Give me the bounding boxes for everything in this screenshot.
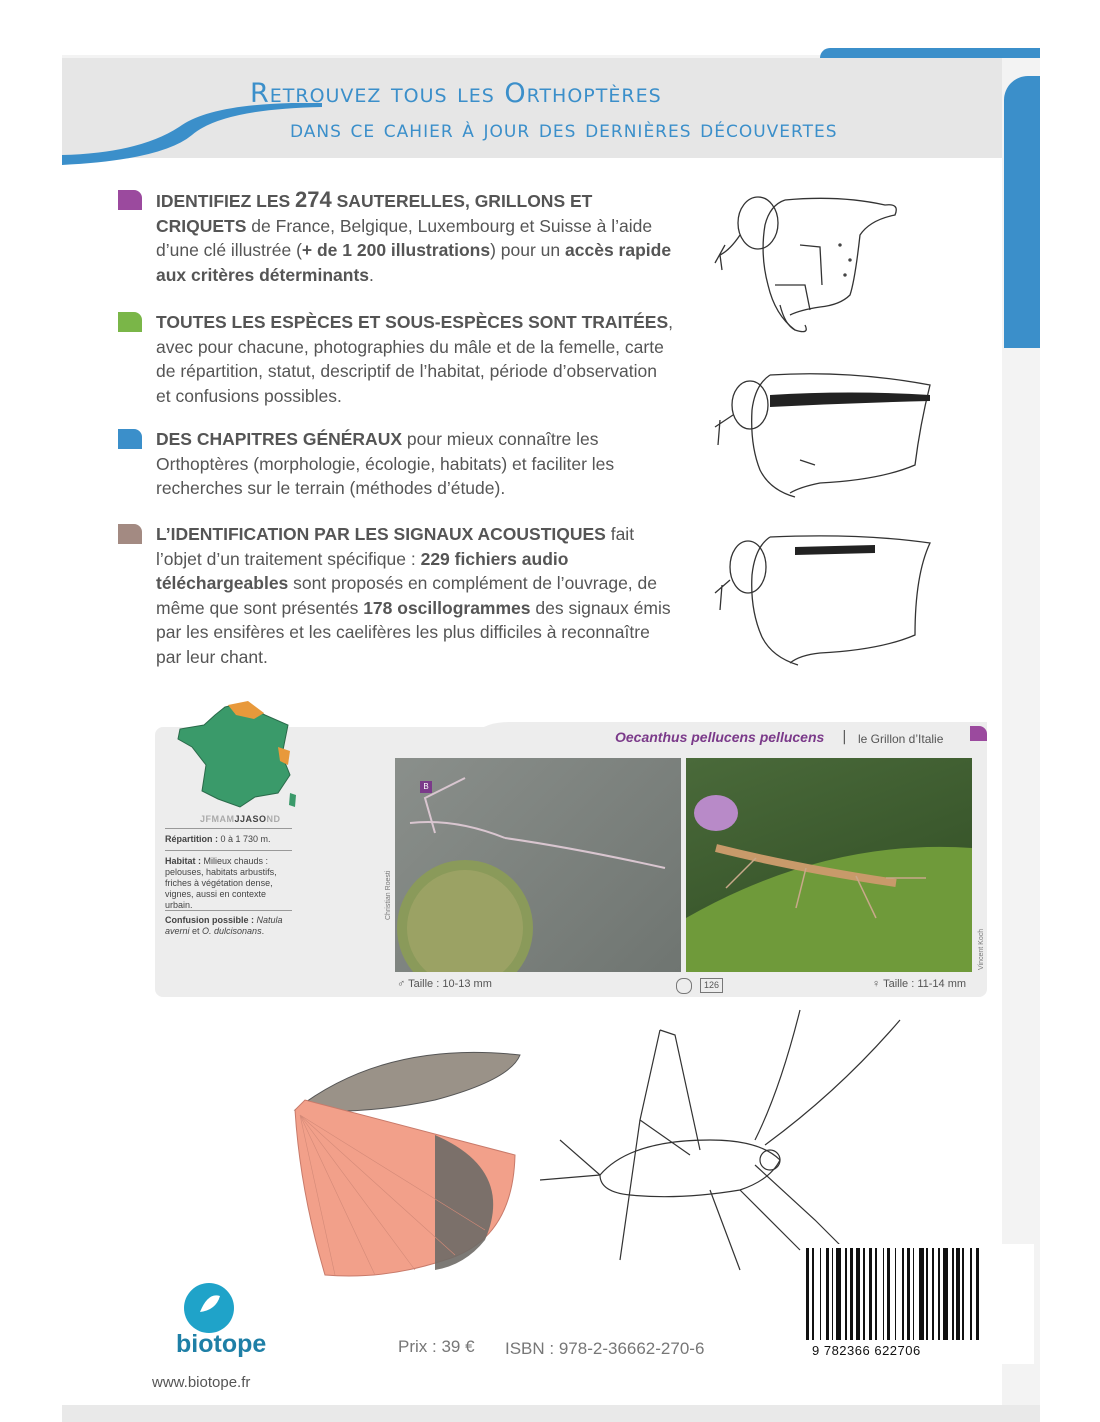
bold-text: 229 fichiers audio téléchargeables xyxy=(156,548,569,593)
bold-text: accès rapide aux critères déterminants xyxy=(156,240,672,285)
audio-icon xyxy=(676,978,692,994)
barcode-bar xyxy=(907,1248,910,1340)
bullet-marker xyxy=(118,190,142,210)
feature-paragraph xyxy=(156,310,676,408)
habitat-value: Milieux chauds : pelouses, habitats arbustifs, friches à végétation dense, vignes, aussi en contexte urbain. xyxy=(165,856,277,910)
barcode-bar xyxy=(826,1248,829,1340)
blue-side-tab xyxy=(1004,76,1040,348)
feature-paragraph xyxy=(156,427,676,501)
barcode-bar xyxy=(806,1248,809,1340)
months-inactive-2: ND xyxy=(266,814,281,824)
barcode-bar xyxy=(887,1248,890,1340)
bold-text: TOUTES LES ESPÈCES ET SOUS-ESPÈCES SONT TRAITÉES xyxy=(156,312,669,332)
barcode-bar xyxy=(976,1248,979,1340)
head-drawing-1 xyxy=(700,185,910,345)
text: des signaux émis par les ensifères et les caelifères les plus difficiles à reconnaître par leur chant. xyxy=(156,597,671,667)
barcode-bar xyxy=(932,1248,934,1340)
bold-text: DES CHAPITRES GÉNÉRAUX xyxy=(156,429,403,449)
barcode-bar xyxy=(913,1248,915,1340)
barcode-bar xyxy=(919,1248,924,1340)
barcode-bar xyxy=(845,1248,847,1340)
barcode-bar xyxy=(952,1248,954,1340)
bullet-marker xyxy=(118,312,142,332)
female-size: ♀ Taille : 11-14 mm xyxy=(872,978,967,990)
barcode xyxy=(806,1248,1028,1344)
male-size: ♂ Taille : 10-13 mm xyxy=(397,978,492,990)
confusion-label: Confusion possible : xyxy=(165,915,254,925)
text: sont proposés en complément de l’ouvrage, de même que sont présentés xyxy=(156,573,657,618)
head-drawing-2 xyxy=(700,365,940,505)
bottom-bar xyxy=(62,1405,1040,1422)
barcode-bar xyxy=(883,1248,885,1340)
bold-text: + de 1 200 illustrations xyxy=(301,240,491,260)
confusion-and: et xyxy=(189,926,203,936)
species-color-tab xyxy=(970,726,987,741)
female-photo xyxy=(686,758,972,972)
confusion-info xyxy=(165,915,293,937)
species-common-name: le Grillon d’Italie xyxy=(858,732,944,746)
barcode-bar xyxy=(902,1248,904,1340)
barcode-bar xyxy=(943,1248,948,1340)
distribution-map xyxy=(170,695,305,815)
marker-b: B xyxy=(420,781,432,793)
species-separator: | xyxy=(842,729,847,745)
confusion-species-2: O. dulcisonans xyxy=(202,926,262,936)
bold-text: L’IDENTIFICATION PAR LES SIGNAUX ACOUSTIQUES xyxy=(156,524,606,544)
bullet-marker xyxy=(118,429,142,449)
bold-text: 274 xyxy=(295,187,332,212)
species-latin-name: Oecanthus pellucens pellucens xyxy=(615,729,825,745)
months-active: JJASO xyxy=(234,814,267,824)
barcode-bar xyxy=(832,1248,834,1340)
head-drawing-3 xyxy=(700,525,940,675)
divider xyxy=(165,910,292,911)
cricket-illustration xyxy=(540,1000,940,1280)
bullet-marker xyxy=(118,524,142,544)
blue-top-tab xyxy=(820,48,1040,58)
title-line-1: Retrouvez tous les Orthoptères xyxy=(250,78,662,109)
text: , avec pour chacune, photographies du mâle et de la femelle, carte de répartition, statut, descriptif de l’habitat, période d’observation et confusions possibles. xyxy=(156,312,674,406)
barcode-digits: 9 782366 622706 xyxy=(812,1343,921,1358)
text: . xyxy=(369,264,374,285)
bold-text: SAUTERELLES, GRILLONS ET CRIQUETS xyxy=(156,191,593,236)
barcode-bar xyxy=(812,1248,814,1340)
barcode-bar xyxy=(970,1248,972,1340)
barcode-bar xyxy=(836,1248,841,1340)
title-line-2: dans ce cahier à jour des dernières découvertes xyxy=(290,115,838,143)
divider xyxy=(165,828,292,829)
barcode-bar xyxy=(895,1248,897,1340)
text: de France, Belgique, Luxembourg et Suisse à l’aide d’une clé illustrée ( xyxy=(156,215,653,260)
barcode-bar xyxy=(820,1248,822,1340)
confusion-end: . xyxy=(261,926,265,936)
male-photo xyxy=(395,758,681,972)
barcode-bar xyxy=(863,1248,865,1340)
isbn: ISBN : 978-2-36662-270-6 xyxy=(505,1339,705,1358)
audio-number: 126 xyxy=(700,978,723,993)
biotope-logo-text: biotope xyxy=(176,1330,267,1358)
repartition-info xyxy=(165,834,295,845)
text: pour mieux connaître les Orthoptères (morphologie, écologie, habitats) et faciliter les recherches sur le terrain (méthodes d’étude). xyxy=(156,429,615,498)
text: ) pour un xyxy=(490,240,566,260)
website-link[interactable]: www.biotope.fr xyxy=(152,1374,251,1391)
barcode-bar xyxy=(962,1248,964,1340)
divider xyxy=(165,850,292,851)
confusion-species-1: Natula averni xyxy=(165,915,283,936)
price: Prix : 39 € xyxy=(398,1337,475,1356)
habitat-info xyxy=(165,856,293,911)
photo-credit-2: Vincent Koch xyxy=(978,928,985,970)
months-inactive-1: JFMAM xyxy=(200,814,235,824)
repartition-value: 0 à 1 730 m. xyxy=(220,834,271,844)
barcode-bar xyxy=(869,1248,872,1340)
habitat-label: Habitat : xyxy=(165,856,201,866)
bold-text: IDENTIFIEZ LES xyxy=(156,191,296,211)
biotope-logo-icon xyxy=(180,1280,238,1335)
wing-illustration xyxy=(285,1040,525,1280)
barcode-bar xyxy=(875,1248,877,1340)
text: fait l’objet d’un traitement spécifique : xyxy=(156,524,635,569)
phenology-months xyxy=(200,814,281,825)
feature-paragraph xyxy=(156,188,676,287)
barcode-bar xyxy=(856,1248,861,1340)
barcode-bar xyxy=(926,1248,928,1340)
photo-credit-1: Christian Roesti xyxy=(385,870,392,920)
bold-text: 178 oscillogrammes xyxy=(363,597,531,618)
barcode-bar xyxy=(956,1248,959,1340)
barcode-bar xyxy=(850,1248,853,1340)
feature-paragraph xyxy=(156,522,676,669)
repartition-label: Répartition : xyxy=(165,834,218,844)
barcode-bar xyxy=(938,1248,940,1340)
